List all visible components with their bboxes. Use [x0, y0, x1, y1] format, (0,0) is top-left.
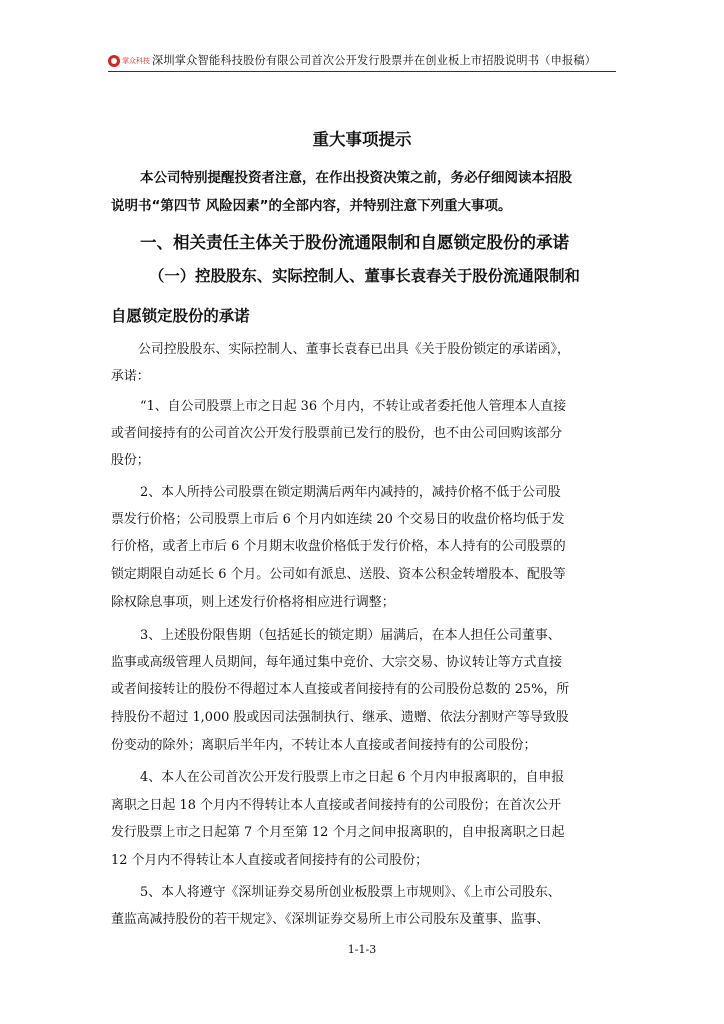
- page-number: 1-1-3: [347, 943, 377, 956]
- header-title: 深圳掌众智能科技股份有限公司首次公开发行股票并在创业板上市招股说明书（申报稿）: [152, 54, 597, 67]
- paragraph-line: “1、自公司股票上市之日起 36 个月内，不转让或者委托他人管理本人直接: [140, 399, 567, 414]
- paragraph-line: 份变动的除外；离职后半年内，不转让本人直接或者间接持有的公司股份；: [111, 738, 537, 753]
- header-divider: [108, 71, 616, 72]
- subsection-heading-line: 自愿锁定股份的承诺: [111, 307, 250, 325]
- paragraph-line: 锁定期限自动延长 6 个月。公司如有派息、送股、资本公积金转增股本、配股等: [111, 567, 566, 582]
- paragraph-line: 4、本人在公司首次公开发行股票上市之日起 6 个月内申报离职的，自申报: [140, 770, 565, 785]
- intro-line: 说明书“第四节 风险因素”的全部内容，并特别注意下列重大事项。: [111, 198, 512, 214]
- intro-line: 本公司特别提醒投资者注意，在作出投资决策之前，务必仔细阅读本招股: [140, 170, 572, 186]
- paragraph-line: 除权除息事项，则上述发行价格将相应进行调整；: [111, 595, 395, 610]
- subsection-heading-line: （一）控股股东、实际控制人、董事长袁春关于股份流通限制和: [149, 267, 580, 285]
- paragraph-line: 票发行价格；公司股票上市后 6 个月内如连续 20 个交易日的收盘价格均低于发: [111, 512, 565, 527]
- paragraph-line: 5、本人将遵守《深圳证券交易所创业板股票上市规则》、《上市公司股东、: [140, 885, 561, 900]
- paragraph-line: 公司控股股东、实际控制人、董事长袁春已出具《关于股份锁定的承诺函》，: [138, 342, 570, 357]
- company-logo: [108, 54, 150, 68]
- page-title: 重大事项提示: [312, 130, 412, 149]
- paragraph-line: 3、上述股份限售期（包括延长的锁定期）届满后，在本人担任公司董事、: [140, 628, 561, 643]
- paragraph-line: 发行股票上市之日起第 7 个月至第 12 个月之间申报离职的，自申报离职之日起: [111, 825, 565, 840]
- paragraph-line: 或者间接持有的公司首次公开发行股票前已发行的股份，也不由公司回购该部分: [111, 426, 563, 441]
- paragraph-line: 行价格，或者上市后 6 个月期末收盘价格低于发行价格，本人持有的公司股票的: [111, 539, 566, 554]
- paragraph-line: 承诺：: [111, 369, 150, 384]
- paragraph-line: 监事或高级管理人员期间，每年通过集中竞价、大宗交易、协议转让等方式直接: [111, 655, 563, 670]
- page-header: [108, 52, 616, 72]
- paragraph-line: 或者间接转让的股份不得超过本人直接或者间接持有的公司股份总数的 25%，所: [111, 682, 570, 697]
- paragraph-line: 持股份不超过 1,000 股或因司法强制执行、继承、遗赠、依法分割财产等导致股: [111, 710, 569, 725]
- logo-text: 掌众科技: [122, 57, 150, 65]
- paragraph-line: 股份；: [111, 453, 150, 468]
- paragraph-line: 12 个月内不得转让本人直接或者间接持有的公司股份；: [111, 853, 428, 868]
- section-heading: 一、相关责任主体关于股份流通限制和自愿锁定股份的承诺: [140, 233, 569, 252]
- logo-mark-icon: [108, 55, 120, 67]
- paragraph-line: 2、本人所持公司股票在锁定期满后两年内减持的，减持价格不低于公司股: [140, 485, 561, 500]
- paragraph-line: 董监高减持股份的若干规定》、《深圳证券交易所上市公司股东及董事、监事、: [111, 912, 550, 927]
- paragraph-line: 离职之日起 18 个月内不得转让本人直接或者间接持有的公司股份；在首次公开: [111, 798, 561, 813]
